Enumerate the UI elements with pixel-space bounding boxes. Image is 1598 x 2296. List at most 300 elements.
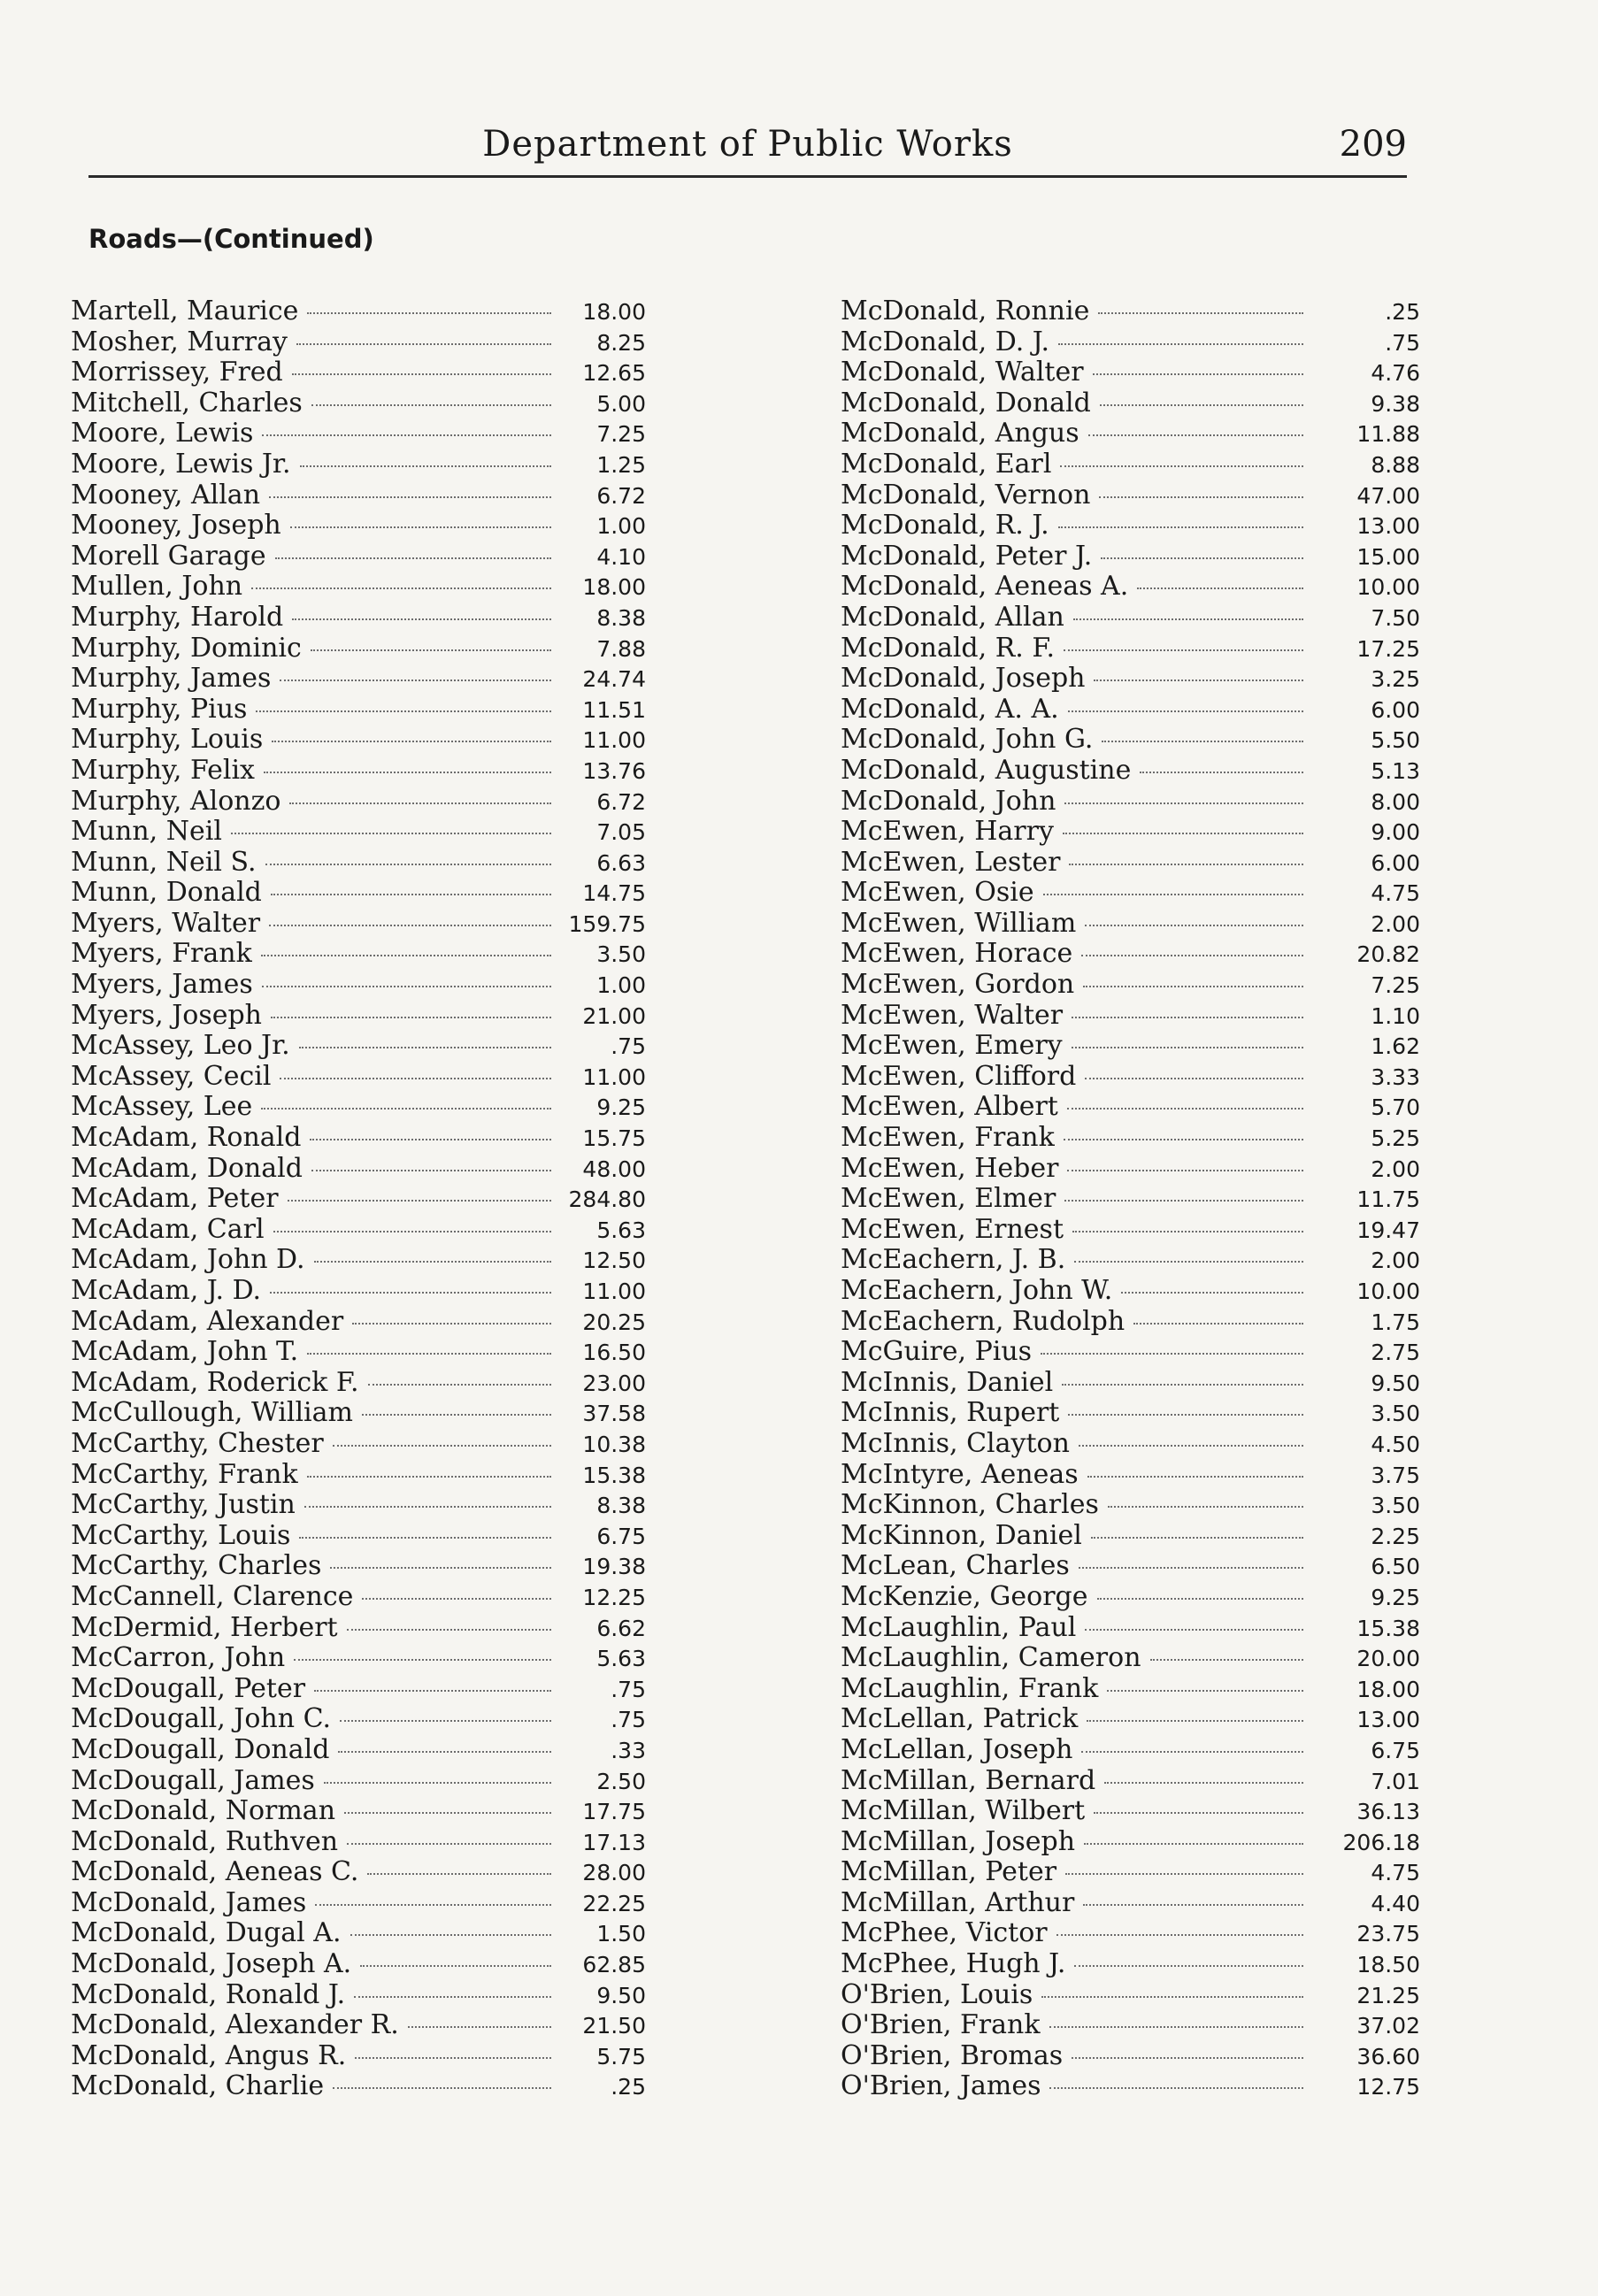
dot-leader bbox=[362, 1414, 551, 1416]
payee-name: Myers, Joseph bbox=[71, 999, 262, 1031]
dot-leader bbox=[1081, 955, 1303, 956]
payee-name: McMillan, Wilbert bbox=[841, 1795, 1086, 1827]
payment-amount: 1.25 bbox=[596, 451, 646, 478]
dot-leader bbox=[288, 1200, 551, 1202]
payment-amount: 7.25 bbox=[1371, 972, 1420, 999]
payment-amount: 36.13 bbox=[1356, 1799, 1420, 1825]
dot-leader bbox=[1104, 1782, 1303, 1784]
payee-name: McDonald, Peter J. bbox=[841, 540, 1093, 572]
dot-leader bbox=[1072, 1047, 1303, 1048]
list-item bbox=[71, 541, 646, 572]
payee-name: McIntyre, Aeneas bbox=[841, 1458, 1079, 1490]
dot-leader bbox=[333, 1445, 551, 1447]
payment-amount: 9.38 bbox=[1371, 390, 1420, 417]
list-item bbox=[71, 1429, 646, 1460]
dot-leader bbox=[1087, 1476, 1303, 1478]
list-item bbox=[841, 817, 1420, 848]
dot-leader bbox=[330, 1567, 551, 1569]
payee-name: McDonald, Ronald J. bbox=[71, 1978, 346, 2010]
payment-amount: 11.00 bbox=[582, 1279, 646, 1304]
list-item bbox=[71, 327, 646, 358]
payee-name: Mosher, Murray bbox=[71, 326, 288, 357]
list-item bbox=[841, 1276, 1420, 1307]
dot-leader bbox=[1067, 1108, 1303, 1110]
dot-leader bbox=[1049, 2087, 1303, 2089]
payment-amount: 2.00 bbox=[1371, 1156, 1420, 1182]
dot-leader bbox=[1133, 1323, 1303, 1325]
payment-amount: 1.62 bbox=[1371, 1033, 1420, 1060]
list-item bbox=[71, 1001, 646, 1032]
list-item bbox=[841, 909, 1420, 940]
payment-amount: 10.00 bbox=[1356, 1279, 1420, 1304]
dot-leader bbox=[307, 1353, 551, 1355]
dot-leader bbox=[256, 710, 551, 712]
payment-amount: 1.75 bbox=[1371, 1309, 1420, 1335]
payee-name: Mooney, Allan bbox=[71, 479, 261, 511]
payee-name: Murphy, Pius bbox=[71, 693, 248, 725]
list-item bbox=[841, 419, 1420, 449]
payment-amount: 21.50 bbox=[582, 2013, 646, 2039]
payment-amount: 2.00 bbox=[1371, 1248, 1420, 1274]
payee-name: McDougall, Donald bbox=[71, 1733, 330, 1765]
right-column-list bbox=[841, 296, 1420, 2102]
list-item bbox=[841, 511, 1420, 541]
list-item bbox=[841, 1031, 1420, 1062]
payment-amount: 13.00 bbox=[1356, 1707, 1420, 1733]
payee-name: McEwen, Heber bbox=[841, 1152, 1059, 1184]
payee-name: McKinnon, Charles bbox=[841, 1489, 1099, 1521]
payee-name: McDonald, D. J. bbox=[841, 326, 1050, 357]
payment-amount: 4.75 bbox=[1371, 880, 1420, 907]
list-item bbox=[71, 756, 646, 787]
payment-amount: 5.13 bbox=[1371, 757, 1420, 784]
dot-leader bbox=[1058, 343, 1303, 345]
payee-name: McAdam, Peter bbox=[71, 1183, 279, 1215]
payee-name: McLellan, Joseph bbox=[841, 1733, 1073, 1765]
payment-amount: 3.50 bbox=[596, 941, 646, 968]
dot-leader bbox=[1085, 925, 1303, 926]
dot-leader bbox=[272, 741, 551, 742]
payment-amount: 36.60 bbox=[1356, 2043, 1420, 2069]
list-item bbox=[841, 939, 1420, 970]
payment-amount: 15.00 bbox=[1356, 543, 1420, 570]
payment-amount: 21.00 bbox=[582, 1002, 646, 1029]
list-item bbox=[71, 2071, 646, 2102]
payee-name: McDonald, Aeneas A. bbox=[841, 571, 1129, 603]
payment-amount: 18.00 bbox=[1356, 1676, 1420, 1702]
payee-name: McLean, Charles bbox=[841, 1550, 1070, 1582]
dot-leader bbox=[231, 833, 551, 834]
list-item bbox=[841, 1949, 1420, 1980]
dot-leader bbox=[311, 404, 551, 406]
payee-name: Mullen, John bbox=[71, 571, 243, 603]
payment-amount: 3.75 bbox=[1371, 1462, 1420, 1488]
payee-name: McEachern, Rudolph bbox=[841, 1305, 1126, 1337]
payee-name: O'Brien, James bbox=[841, 2070, 1041, 2102]
dot-leader bbox=[1094, 680, 1303, 681]
dot-leader bbox=[1064, 649, 1303, 651]
section-heading: Roads—(Continued) bbox=[88, 224, 374, 254]
payee-name: McDonald, James bbox=[71, 1886, 307, 1918]
payee-name: McDonald, Angus bbox=[841, 418, 1079, 449]
dot-leader bbox=[264, 772, 551, 773]
payment-amount: 2.25 bbox=[1371, 1523, 1420, 1549]
payee-name: Murphy, Alonzo bbox=[71, 785, 281, 817]
list-item bbox=[841, 1215, 1420, 1246]
list-item bbox=[841, 1704, 1420, 1735]
payment-amount: 13.00 bbox=[1356, 513, 1420, 540]
payee-name: Murphy, Harold bbox=[71, 601, 284, 633]
dot-leader bbox=[1094, 1812, 1303, 1814]
dot-leader bbox=[290, 526, 551, 528]
payment-amount: 20.25 bbox=[582, 1309, 646, 1335]
payment-amount: .25 bbox=[1385, 299, 1420, 325]
payment-amount: 6.75 bbox=[596, 1523, 646, 1549]
list-item bbox=[71, 419, 646, 449]
payment-amount: 11.00 bbox=[582, 727, 646, 754]
payment-amount: 11.75 bbox=[1356, 1186, 1420, 1213]
payee-name: McLaughlin, Frank bbox=[841, 1672, 1099, 1704]
payee-name: McDonald, A. A. bbox=[841, 693, 1059, 725]
dot-leader bbox=[1081, 1751, 1303, 1753]
dot-leader bbox=[1140, 772, 1303, 773]
payment-amount: 6.00 bbox=[1371, 696, 1420, 723]
dot-leader bbox=[1041, 1353, 1303, 1355]
dot-leader bbox=[347, 1629, 551, 1631]
payee-name: McDonald, Joseph A. bbox=[71, 1948, 352, 1980]
list-item bbox=[71, 2010, 646, 2041]
payee-name: McEwen, Walter bbox=[841, 999, 1064, 1031]
payee-name: McCarthy, Louis bbox=[71, 1519, 291, 1551]
dot-leader bbox=[292, 618, 551, 620]
list-item bbox=[841, 970, 1420, 1001]
payee-name: McDermid, Herbert bbox=[71, 1611, 338, 1643]
list-item bbox=[71, 357, 646, 388]
list-item bbox=[71, 1766, 646, 1797]
dot-leader bbox=[314, 1690, 551, 1692]
payment-amount: 7.25 bbox=[596, 421, 646, 448]
list-item bbox=[71, 1490, 646, 1521]
payment-amount: 47.00 bbox=[1356, 482, 1420, 509]
list-item bbox=[71, 664, 646, 695]
payee-name: McEachern, John W. bbox=[841, 1275, 1113, 1306]
payment-amount: 11.51 bbox=[582, 696, 646, 723]
payment-amount: 15.75 bbox=[582, 1125, 646, 1152]
dot-leader bbox=[1072, 2057, 1303, 2059]
payee-name: McDonald, Norman bbox=[71, 1795, 336, 1827]
list-item bbox=[71, 787, 646, 818]
list-item bbox=[71, 296, 646, 327]
payee-name: McCannell, Clarence bbox=[71, 1580, 354, 1612]
payee-name: McDonald, R. J. bbox=[841, 510, 1049, 541]
payment-amount: 18.50 bbox=[1356, 1952, 1420, 1978]
dot-leader bbox=[1079, 1567, 1303, 1569]
payment-amount: 11.88 bbox=[1356, 421, 1420, 448]
payee-name: McDougall, James bbox=[71, 1764, 315, 1796]
payee-name: McAdam, Roderick F. bbox=[71, 1366, 359, 1398]
dot-leader bbox=[299, 1047, 551, 1048]
list-item bbox=[841, 725, 1420, 756]
list-item bbox=[71, 1154, 646, 1185]
dot-leader bbox=[289, 802, 551, 804]
list-item bbox=[71, 572, 646, 603]
payment-amount: 17.13 bbox=[582, 1829, 646, 1855]
payment-amount: 23.75 bbox=[1356, 1921, 1420, 1947]
list-item bbox=[841, 1123, 1420, 1154]
payment-amount: 13.76 bbox=[582, 757, 646, 784]
payee-name: McDonald, Charlie bbox=[71, 2070, 325, 2102]
payee-name: McEwen, William bbox=[841, 907, 1077, 939]
list-item bbox=[71, 1398, 646, 1429]
payee-name: McPhee, Victor bbox=[841, 1917, 1048, 1949]
payee-name: McEwen, Gordon bbox=[841, 969, 1075, 1001]
payment-amount: 12.75 bbox=[1356, 2074, 1420, 2100]
payment-amount: 16.50 bbox=[582, 1340, 646, 1366]
payee-name: Myers, James bbox=[71, 969, 253, 1001]
payment-amount: 12.25 bbox=[582, 1584, 646, 1610]
dot-leader bbox=[261, 1108, 551, 1110]
list-item bbox=[71, 1245, 646, 1276]
dot-leader bbox=[1099, 496, 1303, 498]
dot-leader bbox=[271, 1017, 551, 1018]
payee-name: McDonald, Allan bbox=[841, 601, 1064, 633]
payee-name: Myers, Walter bbox=[71, 907, 261, 939]
payment-amount: 10.00 bbox=[1356, 574, 1420, 601]
payee-name: McMillan, Joseph bbox=[841, 1825, 1076, 1857]
list-item bbox=[841, 1184, 1420, 1215]
dot-leader bbox=[324, 1782, 551, 1784]
payment-amount: 5.63 bbox=[596, 1217, 646, 1243]
list-item bbox=[71, 725, 646, 756]
dot-leader bbox=[307, 1476, 551, 1478]
payment-amount: .75 bbox=[611, 1676, 646, 1702]
payee-name: McAdam, John D. bbox=[71, 1244, 305, 1276]
payee-name: McEwen, Albert bbox=[841, 1091, 1058, 1123]
dot-leader bbox=[367, 1873, 551, 1875]
payment-amount: 23.00 bbox=[582, 1370, 646, 1396]
list-item bbox=[841, 1245, 1420, 1276]
dot-leader bbox=[275, 557, 551, 559]
payment-amount: 19.38 bbox=[582, 1554, 646, 1580]
payment-amount: 6.72 bbox=[596, 788, 646, 815]
dot-leader bbox=[1087, 1720, 1303, 1722]
dot-leader bbox=[270, 1292, 551, 1294]
dot-leader bbox=[1063, 833, 1303, 834]
list-item bbox=[71, 970, 646, 1001]
list-item bbox=[71, 1062, 646, 1093]
dot-leader bbox=[1049, 2026, 1303, 2028]
dot-leader bbox=[1079, 1445, 1303, 1447]
payee-name: McDonald, Earl bbox=[841, 448, 1052, 480]
payee-name: McCarthy, Chester bbox=[71, 1427, 324, 1459]
list-item bbox=[841, 1490, 1420, 1521]
payment-amount: 6.63 bbox=[596, 849, 646, 876]
dot-leader bbox=[344, 1812, 551, 1814]
payee-name: McAdam, John T. bbox=[71, 1336, 299, 1368]
dot-leader bbox=[311, 1170, 551, 1171]
dot-leader bbox=[347, 1843, 551, 1845]
payee-name: McDonald, Donald bbox=[841, 387, 1091, 419]
dot-leader bbox=[338, 1751, 551, 1753]
payment-amount: 9.25 bbox=[596, 1094, 646, 1121]
list-item bbox=[841, 1918, 1420, 1949]
dot-leader bbox=[292, 373, 551, 375]
payee-name: McAssey, Leo Jr. bbox=[71, 1030, 290, 1062]
list-item bbox=[841, 1888, 1420, 1919]
payee-name: McEwen, Ernest bbox=[841, 1213, 1064, 1245]
payee-name: McDonald, Dugal A. bbox=[71, 1917, 342, 1949]
page-header bbox=[88, 113, 1407, 178]
payee-name: McLellan, Patrick bbox=[841, 1703, 1079, 1735]
payment-amount: 1.10 bbox=[1371, 1002, 1420, 1029]
payment-amount: 5.75 bbox=[596, 2043, 646, 2069]
list-item bbox=[71, 1735, 646, 1766]
dot-leader bbox=[1100, 404, 1303, 406]
payee-name: McCarthy, Frank bbox=[71, 1458, 298, 1490]
payee-name: McEwen, Emery bbox=[841, 1030, 1063, 1062]
payment-amount: 5.25 bbox=[1371, 1125, 1420, 1152]
list-item bbox=[841, 1337, 1420, 1368]
dot-leader bbox=[1041, 1996, 1303, 1998]
list-item bbox=[841, 1398, 1420, 1429]
dot-leader bbox=[1064, 802, 1303, 804]
dot-leader bbox=[1121, 1292, 1303, 1294]
dot-leader bbox=[1093, 373, 1303, 375]
list-item bbox=[841, 1521, 1420, 1552]
dot-leader bbox=[1102, 741, 1303, 742]
payment-amount: 8.38 bbox=[596, 604, 646, 631]
dot-leader bbox=[1084, 1843, 1303, 1845]
payee-name: McCullough, William bbox=[71, 1397, 353, 1429]
payment-amount: 6.50 bbox=[1371, 1554, 1420, 1580]
payment-amount: 4.76 bbox=[1371, 360, 1420, 387]
dot-leader bbox=[1088, 434, 1303, 436]
dot-leader bbox=[1073, 618, 1303, 620]
list-item bbox=[71, 1460, 646, 1491]
list-item bbox=[71, 695, 646, 726]
payment-amount: 8.88 bbox=[1371, 451, 1420, 478]
payment-amount: 18.00 bbox=[582, 574, 646, 601]
dot-leader bbox=[362, 1598, 551, 1600]
payment-amount: 18.00 bbox=[582, 299, 646, 325]
payment-amount: 15.38 bbox=[1356, 1615, 1420, 1641]
payee-name: McEwen, Osie bbox=[841, 877, 1034, 909]
payment-amount: 17.25 bbox=[1356, 635, 1420, 662]
payee-name: McDonald, Vernon bbox=[841, 479, 1091, 511]
list-item bbox=[841, 1460, 1420, 1491]
payee-name: McLaughlin, Cameron bbox=[841, 1642, 1141, 1674]
payment-amount: 19.47 bbox=[1356, 1217, 1420, 1243]
payment-amount: 8.00 bbox=[1371, 788, 1420, 815]
list-item bbox=[841, 634, 1420, 664]
payment-amount: 14.75 bbox=[582, 880, 646, 907]
payee-name: McDougall, Peter bbox=[71, 1672, 306, 1704]
dot-leader bbox=[1060, 465, 1303, 467]
list-item bbox=[71, 388, 646, 419]
dot-leader bbox=[1072, 1231, 1303, 1232]
payment-amount: 6.75 bbox=[1371, 1737, 1420, 1763]
dot-leader bbox=[1068, 710, 1303, 712]
payee-name: McDonald, John G. bbox=[841, 724, 1094, 756]
dot-leader bbox=[307, 312, 551, 314]
list-item bbox=[841, 357, 1420, 388]
payee-name: McDonald, Angus R. bbox=[71, 2039, 347, 2071]
list-item bbox=[71, 1613, 646, 1644]
payment-amount: 62.85 bbox=[582, 1952, 646, 1978]
payment-amount: .75 bbox=[1385, 329, 1420, 356]
list-item bbox=[71, 480, 646, 511]
list-item bbox=[71, 1980, 646, 2011]
list-item bbox=[841, 1092, 1420, 1123]
dot-leader bbox=[1062, 1384, 1303, 1386]
payment-amount: 12.50 bbox=[582, 1248, 646, 1274]
payment-amount: 1.00 bbox=[596, 972, 646, 999]
payment-amount: .25 bbox=[611, 2074, 646, 2100]
payee-name: McLaughlin, Paul bbox=[841, 1611, 1077, 1643]
payment-amount: 7.50 bbox=[1371, 604, 1420, 631]
payee-name: Munn, Neil S. bbox=[71, 846, 257, 878]
payment-amount: 8.38 bbox=[596, 1493, 646, 1519]
dot-leader bbox=[1098, 312, 1303, 314]
dot-leader bbox=[1072, 1017, 1303, 1018]
list-item bbox=[841, 1980, 1420, 2011]
payment-amount: 2.00 bbox=[1371, 910, 1420, 937]
payment-amount: 5.00 bbox=[596, 390, 646, 417]
dot-leader bbox=[296, 343, 551, 345]
payee-name: Mitchell, Charles bbox=[71, 387, 303, 419]
payment-amount: 6.72 bbox=[596, 482, 646, 509]
list-item bbox=[841, 1551, 1420, 1582]
list-item bbox=[841, 664, 1420, 695]
dot-leader bbox=[300, 465, 552, 467]
payment-amount: 6.62 bbox=[596, 1615, 646, 1641]
payment-amount: 7.88 bbox=[596, 635, 646, 662]
payee-name: McEwen, Frank bbox=[841, 1122, 1055, 1154]
list-item bbox=[841, 1062, 1420, 1093]
list-item bbox=[71, 603, 646, 634]
dot-leader bbox=[261, 955, 551, 956]
list-item bbox=[71, 1276, 646, 1307]
dot-leader bbox=[1064, 1139, 1303, 1140]
dot-leader bbox=[1056, 1934, 1303, 1936]
dot-leader bbox=[368, 1384, 551, 1386]
payee-name: McKinnon, Daniel bbox=[841, 1519, 1082, 1551]
list-item bbox=[71, 1857, 646, 1888]
dot-leader bbox=[269, 925, 551, 926]
payee-name: McEachern, J. B. bbox=[841, 1244, 1066, 1276]
dot-leader bbox=[1074, 1261, 1303, 1263]
payee-name: McAssey, Cecil bbox=[71, 1060, 272, 1092]
dot-leader bbox=[1085, 1629, 1303, 1631]
list-item bbox=[841, 878, 1420, 909]
payee-name: McAdam, Carl bbox=[71, 1213, 265, 1245]
list-item bbox=[841, 1368, 1420, 1399]
list-item bbox=[841, 787, 1420, 818]
list-item bbox=[841, 296, 1420, 327]
payee-name: O'Brien, Louis bbox=[841, 1978, 1033, 2010]
dot-leader bbox=[262, 986, 551, 987]
payment-amount: 37.58 bbox=[582, 1401, 646, 1427]
payment-amount: 4.75 bbox=[1371, 1860, 1420, 1886]
list-item bbox=[71, 511, 646, 541]
payment-amount: 1.50 bbox=[596, 1921, 646, 1947]
list-item bbox=[841, 1674, 1420, 1705]
payee-name: McAdam, Alexander bbox=[71, 1305, 344, 1337]
list-item bbox=[71, 1184, 646, 1215]
payee-name: Munn, Neil bbox=[71, 816, 222, 848]
payee-name: McDonald, Joseph bbox=[841, 663, 1086, 695]
list-item bbox=[841, 541, 1420, 572]
